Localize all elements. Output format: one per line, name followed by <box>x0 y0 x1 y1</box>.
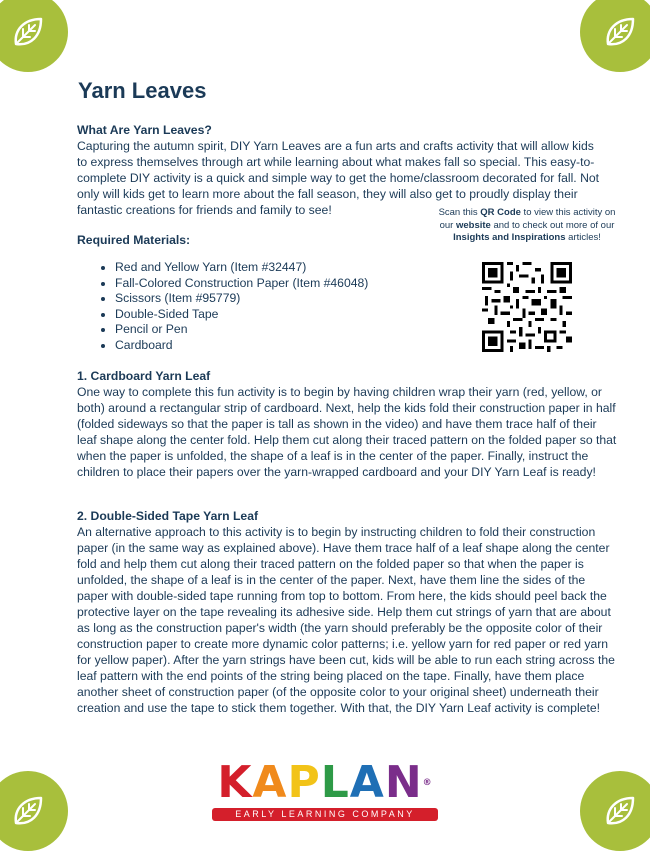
qr-code-link[interactable]: QR Code <box>480 207 521 218</box>
list-item: • Fall-Colored Construction Paper (Item #46048) <box>115 276 617 292</box>
kaplan-logo <box>0 757 650 821</box>
leaf-icon <box>602 14 638 50</box>
logo-letter: N <box>384 757 423 808</box>
intro-body: Capturing the autumn spirit, DIY Yarn Leaves are a fun arts and crafts activity that will allow kids to express themselves through art while learning about what makes fall so special. This easy-to-complete DIY activity is a quick and simple way to get the home/classroom decorated for fall. Not only will kids get to learn more about the fall season, they will also get to proudly display their fantastic creations for friends and family to see! <box>77 139 600 217</box>
materials-list <box>77 260 617 354</box>
list-item: • Pencil or Pen <box>115 322 617 338</box>
list-item: • Red and Yellow Yarn (Item #32447) <box>115 260 617 276</box>
logo-subtitle: EARLY LEARNING COMPANY <box>212 808 438 821</box>
section-double-sided-tape-yarn-leaf <box>77 508 617 716</box>
qr-caption-text: to view this activity on our <box>439 207 616 231</box>
section1-body: One way to complete this fun activity is to begin by having children wrap their yarn (red, yellow, or both) around a rectangular strip of cardboard. Next, help the kids fold their construction paper in half (folded sideways so that the paper is tall as shown in the video) and have them trace half of their leaf shape along the center fold. Help them cut along their traced pattern on the folded paper so that when the paper is unfolded, the shape of a leaf is in the center of the paper. Finally, instruct the children to place their papers over the yarn-wrapped cardboard and your DIY Yarn Leaf is ready! <box>77 385 617 479</box>
corner-leaf-badge-top-left <box>0 0 68 72</box>
registered-mark: ® <box>422 778 433 788</box>
page-title: Yarn Leaves <box>78 78 207 103</box>
qr-caption-text: articles! <box>565 232 601 243</box>
section-cardboard-yarn-leaf <box>77 368 617 480</box>
list-item: • Scissors (Item #95779) <box>115 291 617 307</box>
list-item: • Double-Sided Tape <box>115 307 617 323</box>
logo-letter: A <box>349 757 385 808</box>
logo-letter: L <box>320 757 350 808</box>
section2-heading: 2. Double-Sided Tape Yarn Leaf <box>77 509 259 523</box>
intro-heading: What Are Yarn Leaves? <box>77 123 212 137</box>
materials-heading: Required Materials: <box>77 233 191 247</box>
insights-link[interactable]: Insights and Inspirations <box>453 232 566 243</box>
section2-body: An alternative approach to this activity is to begin by instructing children to fold their construction paper (in the same way as explained above). Have them trace half of a leaf shape along the center fold and help them cut along their traced pattern on the folded paper so that when the paper is unfolded, the shape of a leaf is in the center of the paper. Next, have them line the sides of the paper with double-sided tape running from top to bottom. From here, the kids should peel back the protective layer on the tape revealing its adhesive side. Help them cut strings of yarn that are about as long as the construction paper's width (the yarn should preferably be the opposite color of their construction paper to create more dynamic color patterns; i.e. yellow yarn for red paper or red yarn for yellow paper). After the yarn strings have been cut, kids will be able to run each string across the leaf pattern with the end points of the string being placed on the tape. Finally, have them place another sheet of construction paper (of the opposite color to your original sheet) underneath their creation and use the tape to stick them together. With that, the DIY Yarn Leaf activity is complete! <box>77 525 615 715</box>
qr-caption-text: and to check out more of our <box>490 219 615 231</box>
logo-wordmark <box>217 757 433 808</box>
qr-caption-text: Scan this <box>438 207 481 218</box>
leaf-icon <box>10 14 46 50</box>
website-link[interactable]: website <box>455 219 491 231</box>
logo-letter: K <box>217 757 253 808</box>
logo-letter: P <box>287 757 321 808</box>
intro-section <box>77 122 617 218</box>
section1-heading: 1. Cardboard Yarn Leaf <box>77 369 211 383</box>
logo-letter: A <box>252 757 288 808</box>
materials-section <box>77 232 617 354</box>
corner-leaf-badge-top-right <box>580 0 650 72</box>
list-item: • Cardboard <box>115 338 617 354</box>
